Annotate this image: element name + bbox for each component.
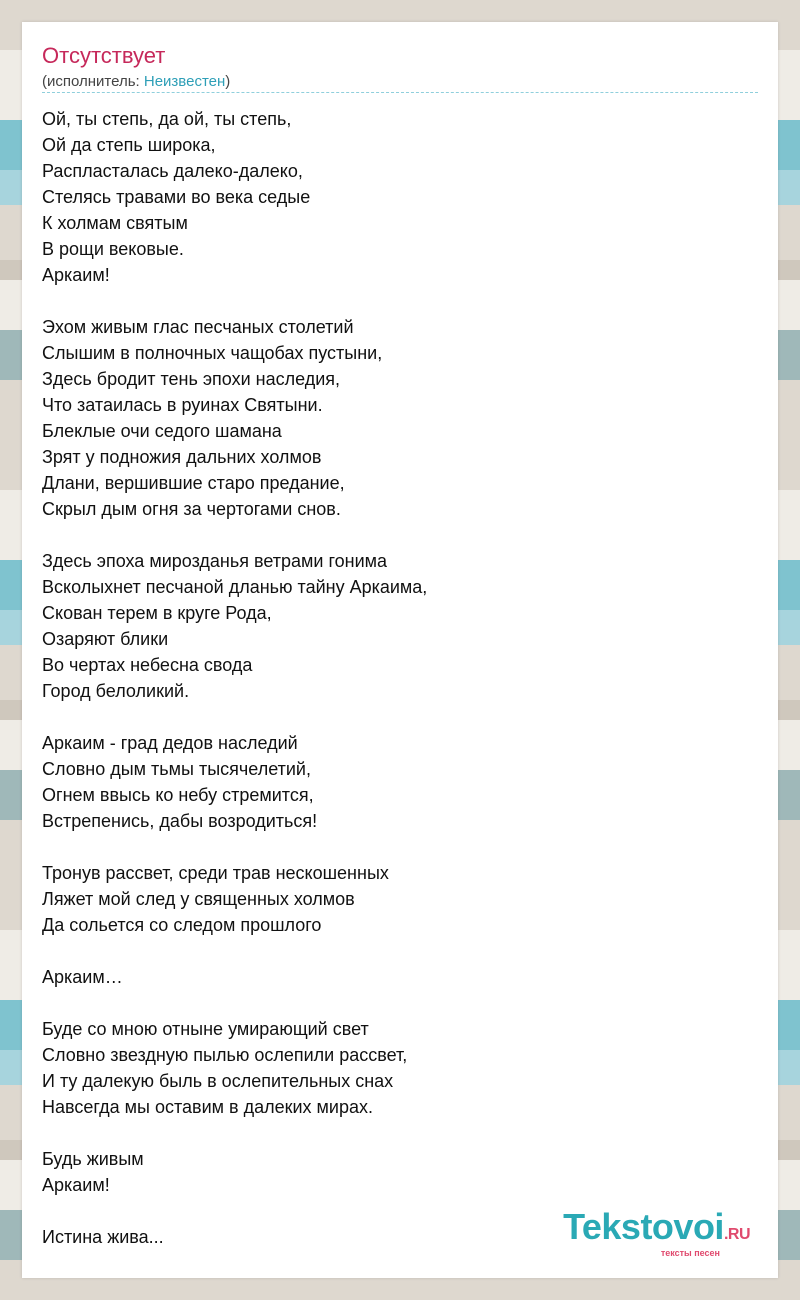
lyric-line: Будь живым: [42, 1149, 144, 1169]
lyric-line: Встрепенись, дабы возродиться!: [42, 811, 318, 831]
lyric-line: Ой, ты степь, да ой, ты степь,: [42, 109, 292, 129]
lyric-line: Словно звездную пылью ослепили рассвет,: [42, 1045, 408, 1065]
lyric-line: [42, 522, 742, 548]
lyric-line: Аркаим!: [42, 265, 110, 285]
lyric-line: Здесь эпоха мирозданья ветрами гонима: [42, 551, 388, 571]
lyric-line: Огнем ввысь ко небу стремится,: [42, 785, 314, 805]
lyric-line: Всколыхнет песчаной дланью тайну Аркаима,: [42, 577, 428, 597]
title-divider: [42, 92, 758, 93]
lyric-line: Ляжет мой след у священных холмов: [42, 889, 355, 909]
lyric-line: Зрят у подножия дальних холмов: [42, 447, 322, 467]
artist-link[interactable]: Неизвестен: [143, 73, 226, 90]
artist-line: [42, 73, 230, 90]
lyric-line: И ту далекую быль в ослепительных снах: [42, 1071, 394, 1091]
artist-suffix: ): [225, 73, 231, 90]
song-title: Отсутствует: [42, 43, 166, 68]
lyric-line: Длани, вершившие старо предание,: [42, 473, 345, 493]
lyric-line: [42, 704, 742, 730]
logo-tld: .RU: [723, 1226, 750, 1243]
artist-prefix: (исполнитель:: [42, 73, 144, 90]
lyric-line: [42, 288, 742, 314]
lyric-line: Эхом живым глас песчаных столетий: [42, 317, 354, 337]
lyric-line: Аркаим - град дедов наследий: [42, 733, 298, 753]
lyric-line: Город белоликий.: [42, 681, 190, 701]
lyric-line: Истина жива...: [42, 1227, 164, 1247]
lyric-line: Аркаим!: [42, 1175, 110, 1195]
lyrics-card: [22, 22, 778, 1278]
lyric-line: [42, 938, 742, 964]
lyric-line: Распласталась далеко-далеко,: [42, 161, 303, 181]
lyric-line: Во чертах небесна свода: [42, 655, 253, 675]
logo-name: Tekstovoi: [563, 1206, 724, 1247]
lyric-line: Ой да степь широка,: [42, 135, 216, 155]
lyric-line: В рощи вековые.: [42, 239, 184, 259]
lyric-line: Словно дым тьмы тысячелетий,: [42, 759, 311, 779]
lyric-line: Да сольется со следом прошлого: [42, 915, 322, 935]
lyric-line: Озаряют блики: [42, 629, 169, 649]
lyric-line: [42, 990, 742, 1016]
lyrics-text: [42, 106, 742, 1250]
lyric-line: Навсегда мы оставим в далеких мирах.: [42, 1097, 373, 1117]
lyric-line: Скрыл дым огня за чертогами снов.: [42, 499, 341, 519]
site-logo[interactable]: [563, 1208, 750, 1258]
logo-tagline: тексты песен: [660, 1248, 720, 1258]
lyric-line: Здесь бродит тень эпохи наследия,: [42, 369, 341, 389]
lyric-line: [42, 834, 742, 860]
lyric-line: Аркаим…: [42, 967, 123, 987]
lyric-line: Блеклые очи седого шамана: [42, 421, 282, 441]
lyric-line: Стелясь травами во века седые: [42, 187, 311, 207]
lyric-line: Тронув рассвет, среди трав нескошенных: [42, 863, 389, 883]
lyric-line: Буде со мною отныне умирающий свет: [42, 1019, 369, 1039]
lyric-line: Слышим в полночных чащобах пустыни,: [42, 343, 383, 363]
lyric-line: Скован терем в круге Рода,: [42, 603, 272, 623]
lyric-line: К холмам святым: [42, 213, 188, 233]
lyric-line: Что затаилась в руинах Святыни.: [42, 395, 323, 415]
lyric-line: [42, 1120, 742, 1146]
